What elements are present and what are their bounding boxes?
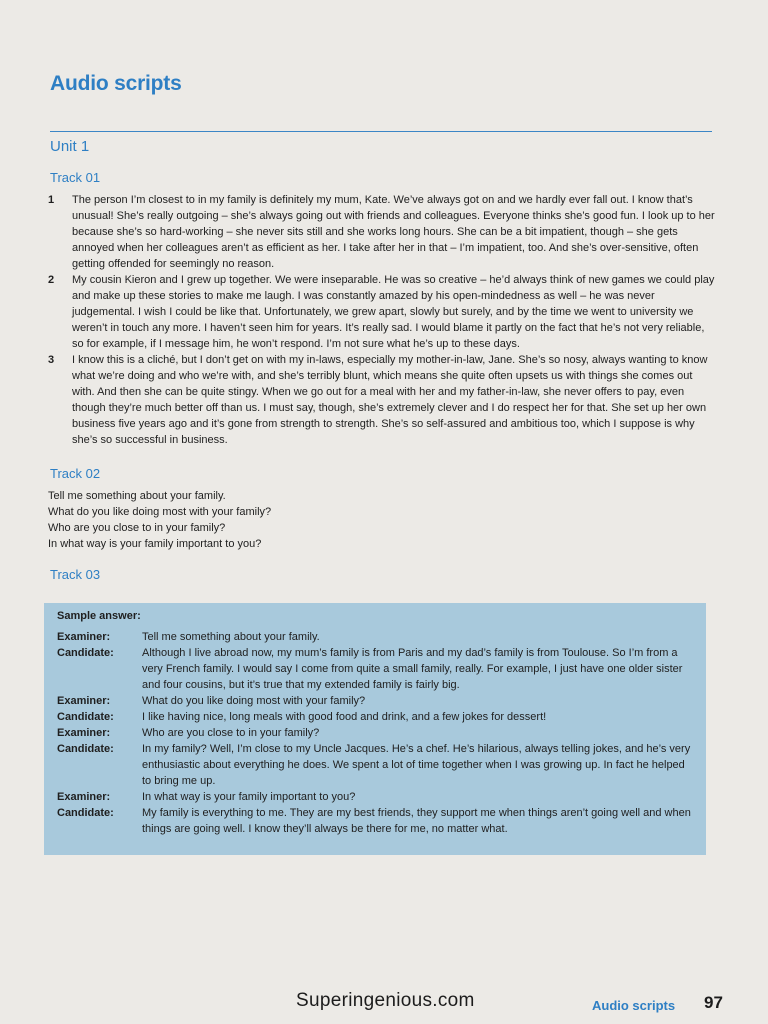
speaker-text: In my family? Well, I’m close to my Uncle Jacques. He’s a chef. He’s hilarious, always telling jokes, and he’s very enthusiastic about everything he does. We spent a lot of time together when I was growing up. In fact he helped to bring me up. [142, 743, 691, 787]
item-text: My cousin Kieron and I grew up together. We were inseparable. He was so creative – he’d always think of new games we could play and make up these stories to make me laugh. I was constantly amazed by his open-mindedness as well – he was never judgemental. I wish I could be like that. Unfortunately, we grew apart, slowly but surely, and by the time we went to university we weren’t in touch any more. I haven’t seen him for years. It’s really sad. I would blame it partly on the fact that he’s not very reliable, so for example, if I message him, he won’t respond. I’m not sure what he’s up to these days. [72, 274, 715, 350]
item-text: The person I’m closest to in my family is definitely my mum, Kate. We’ve always got on and we hardly ever fall out. I know that’s unusual! She’s really outgoing – she’s always going out with friends and colleagues. Everyone thinks she’s good fun. I look up to her because she’s so hard-working – she never sits still and she works long hours. She can be a bit impatient, though – she gets annoyed when her colleagues aren’t as efficient as her. I take after her in that – I’m impatient, too. And she’s over-sensitive, often getting offended for seemingly no reason. [72, 194, 715, 270]
speaker-label: Candidate: [57, 711, 114, 723]
list-item [48, 272, 718, 352]
dialog-line [57, 805, 697, 837]
speaker-text: I like having nice, long meals with good food and drink, and a few jokes for dessert! [142, 711, 547, 723]
item-number: 2 [48, 274, 55, 286]
question-line: Who are you close to in your family? [48, 522, 226, 534]
dialog [57, 629, 697, 837]
speaker-label: Examiner: [57, 791, 111, 803]
track-01-items [48, 192, 718, 448]
track-02-questions [48, 488, 548, 552]
question-line: Tell me something about your family. [48, 490, 226, 502]
dialog-line [57, 789, 697, 805]
speaker-text: In what way is your family important to you? [142, 791, 356, 803]
speaker-text: What do you like doing most with your family? [142, 695, 366, 707]
question-line: What do you like doing most with your family? [48, 506, 272, 518]
unit-divider [50, 131, 712, 132]
dialog-line [57, 725, 697, 741]
track-03-heading: Track 03 [50, 567, 101, 582]
footer-website: Superingenious.com [296, 990, 475, 1011]
speaker-label: Candidate: [57, 807, 114, 819]
dialog-line [57, 645, 697, 693]
sample-answer-heading: Sample answer: [57, 610, 141, 622]
page-number: 97 [704, 993, 723, 1012]
speaker-text: Who are you close to in your family? [142, 727, 320, 739]
speaker-text: Although I live abroad now, my mum’s family is from Paris and my dad’s family is from Toulouse. So I’m from a very French family. I would say I come from quite a small family, really. For example, I just have one older sister and four cousins, but it’s true that my extended family is fairly big. [142, 647, 683, 691]
speaker-label: Examiner: [57, 727, 111, 739]
footer-section-label: Audio scripts [592, 998, 676, 1013]
speaker-label: Candidate: [57, 647, 114, 659]
sample-answer-panel [44, 603, 706, 855]
unit-heading: Unit 1 [50, 138, 90, 155]
dialog-line [57, 693, 697, 709]
speaker-text: Tell me something about your family. [142, 631, 320, 643]
speaker-label: Examiner: [57, 631, 111, 643]
question-line: In what way is your family important to you? [48, 538, 262, 550]
page-title: Audio scripts [50, 72, 182, 95]
list-item [48, 192, 718, 272]
list-item [48, 352, 718, 448]
speaker-label: Candidate: [57, 743, 114, 755]
speaker-label: Examiner: [57, 695, 111, 707]
dialog-line [57, 709, 697, 725]
dialog-line [57, 629, 697, 645]
item-number: 1 [48, 194, 55, 206]
item-number: 3 [48, 354, 55, 366]
track-01-heading: Track 01 [50, 170, 101, 185]
dialog-line [57, 741, 697, 789]
speaker-text: My family is everything to me. They are my best friends, they support me when things aren’t going well and when things are going well. I know they’ll always be there for me, no matter what. [142, 807, 691, 835]
track-02-heading: Track 02 [50, 466, 101, 481]
item-text: I know this is a cliché, but I don’t get on with my in-laws, especially my mother-in-law, Jane. She’s so nosy, always wanting to know what we’re doing and who we’re with, and she’s terribly blunt, which means she quite often upsets us with things she comes out with. And then she can be quite stingy. When we go out for a meal with her and my father-in-law, she never offers to pay, even though they’re much better off than us. I must say, though, she’s extremely clever and I do respect her for that. She set up her own business five years ago and it’s gone from strength to strength. She’s so self-assured and ambitious too, which I suppose is why she’s so successful in business. [72, 354, 708, 446]
